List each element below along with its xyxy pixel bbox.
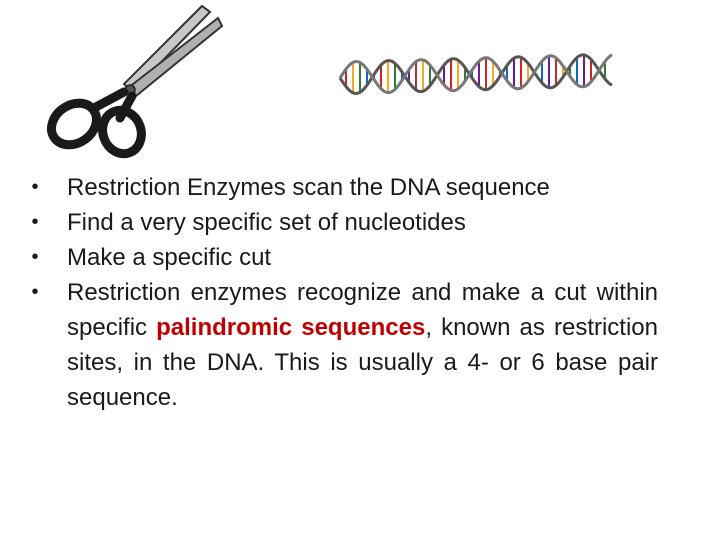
bullet-item (28, 275, 658, 415)
bullet-glyph: • (31, 281, 39, 303)
bullet-text: Make a specific cut (67, 244, 272, 271)
dna-helix-icon (330, 42, 620, 108)
bullet-item (28, 170, 658, 205)
bullet-glyph: • (31, 211, 39, 233)
bullet-glyph: • (31, 246, 39, 268)
bullet-text-after: , known as restriction sites, in the DNA. This is usually a 4- or 6 base pair sequence. (67, 314, 658, 411)
bullet-text: Find a very specific set of nucleotides (67, 209, 466, 236)
bullet-text-before: Restriction enzymes recognize and make a cut within specific (67, 279, 658, 341)
bullet-item (28, 205, 658, 240)
bullet-list (28, 170, 658, 415)
highlighted-term: palindromic sequences (156, 314, 426, 341)
scissors-icon (32, 0, 228, 162)
bullet-glyph: • (31, 176, 39, 198)
bullet-text: Restriction Enzymes scan the DNA sequence (67, 174, 550, 201)
bullet-text (67, 275, 658, 415)
bullet-item (28, 240, 658, 275)
